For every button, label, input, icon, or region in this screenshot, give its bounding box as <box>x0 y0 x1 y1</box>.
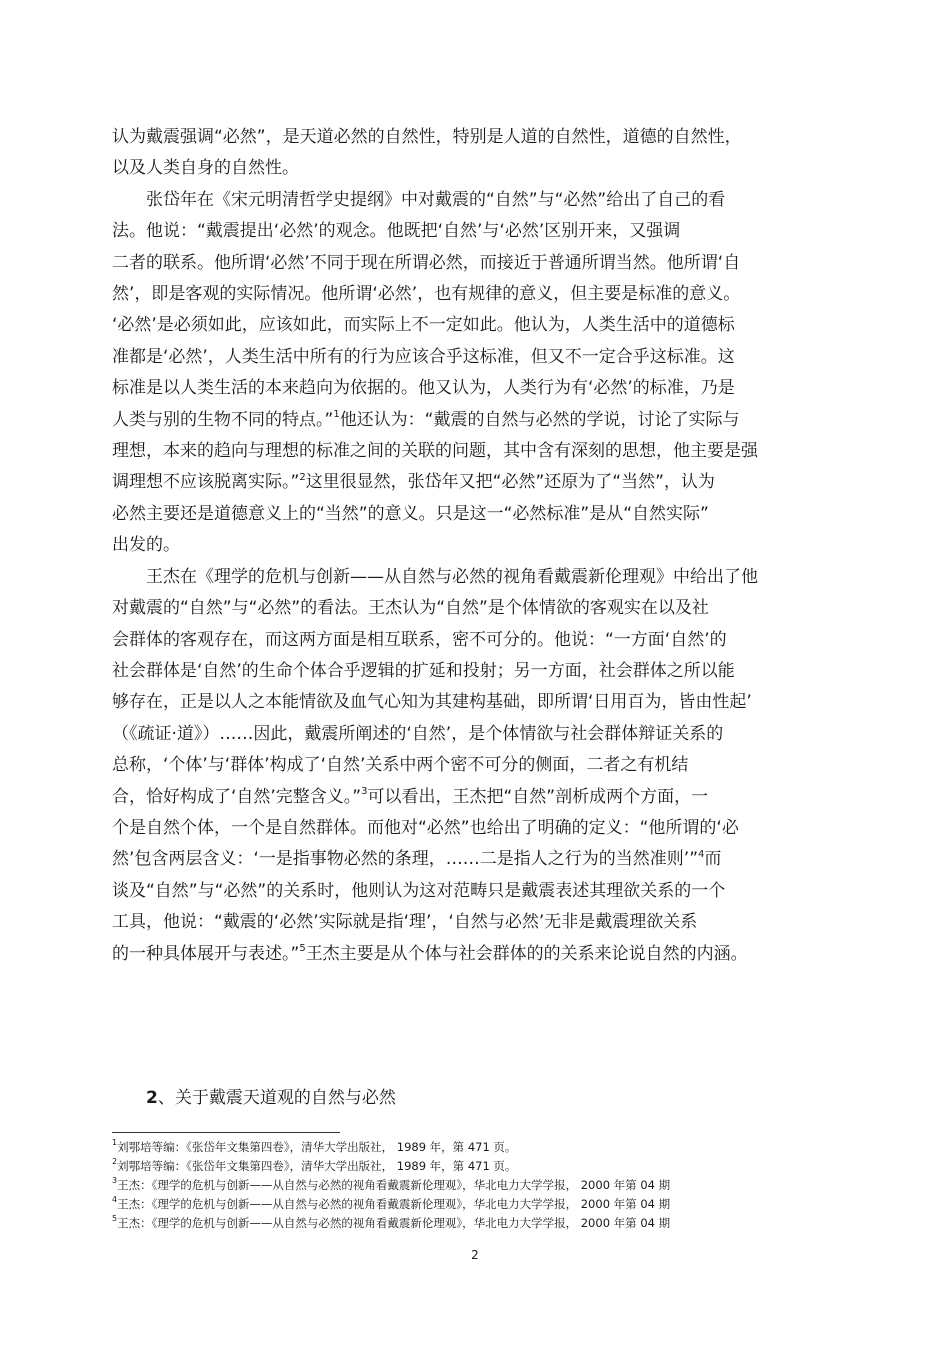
footnote-mark: 4 <box>112 1195 118 1205</box>
footnote-item <box>112 1214 832 1233</box>
paragraph <box>112 122 842 185</box>
footnote-item <box>112 1157 832 1176</box>
text-line: （《疏证·道》）……因此，戴震所阐述的‘自然’，是个体情欲与社会群体辩证关系的 <box>112 723 724 744</box>
text-line: 标准是以人类生活的本来趋向为依据的。他又认为，人类行为有‘必然’的标准，乃是 <box>112 378 735 399</box>
footnote-ref[interactable]: 4 <box>698 848 705 860</box>
text-line: 准都是‘必然’，人类生活中所有的行为应该合乎这标准，但又不一定合乎这标准。这 <box>112 346 735 367</box>
text-line: 张岱年在《宋元明清哲学史提纲》中对戴震的“自然”与“必然”给出了自己的看 <box>146 189 726 210</box>
text-line: 够存在，正是以人之本能情欲及血气心知为其建构基础，即所谓‘日用百为，皆由性起’ <box>112 692 752 713</box>
footnote-mark: 5 <box>112 1214 118 1224</box>
footnote-text: 王杰：《理学的危机与创新——从自然与必然的视角看戴震新伦理观》，华北电力大学学报， 2000 年第 04 期 <box>117 1197 671 1211</box>
body-text <box>112 122 842 970</box>
text-line: 以及人类自身的自然性。 <box>112 158 299 179</box>
text-line: 必然主要还是道德意义上的“当然”的意义。只是这一“必然标准”是从“自然实际” <box>112 503 709 524</box>
footnote-item <box>112 1138 832 1157</box>
footnote-mark: 3 <box>112 1176 118 1186</box>
text-line: 然’包含两层含义：‘一是指事物必然的条理，……二是指人之行为的当然准则’”$^4$而 <box>112 848 722 870</box>
text-line: 合，恰好构成了‘自然’完整含义。”$^3$可以看出，王杰把“自然”剖析成两个方面，一 <box>112 785 709 807</box>
text-line: 工具，他说：“戴震的‘必然’实际就是指‘理’，‘自然与必然’无非是戴震理欲关系 <box>112 912 698 933</box>
section-heading <box>146 1084 396 1112</box>
text-line: 理想，本来的趋向与理想的标准之间的关联的问题，其中含有深刻的思想，他主要是强 <box>112 441 758 462</box>
text-line: 个是自然个体，一个是自然群体。而他对“必然”也给出了明确的定义：“他所谓的‘必 <box>112 817 739 838</box>
footnote-ref[interactable]: 1 <box>333 409 340 420</box>
section-number: 2 <box>146 1088 158 1108</box>
paragraph <box>112 562 842 970</box>
footnote-text: 刘鄂培等编：《张岱年文集第四卷》，清华大学出版社， 1989 年，第 471 页。 <box>117 1140 517 1154</box>
footnote-mark: 2 <box>112 1157 118 1167</box>
paragraph <box>112 185 842 562</box>
footnote-text: 王杰：《理学的危机与创新——从自然与必然的视角看戴震新伦理观》，华北电力大学学报， 2000 年第 04 期 <box>117 1178 671 1192</box>
page-number: 2 <box>471 1248 479 1262</box>
footnote-ref[interactable]: 3 <box>361 785 368 797</box>
footnote-divider <box>112 1132 340 1133</box>
text-line: 然’，即是客观的实际情况。他所谓‘必然’，也有规律的意义，但主要是标准的意义。 <box>112 284 741 305</box>
text-line: 总称，‘个体’与‘群体’构成了‘自然’关系中两个密不可分的侧面，二者之有机结 <box>112 755 689 776</box>
footnote-mark: 1 <box>112 1138 118 1148</box>
footnote-ref[interactable]: 5 <box>299 942 306 954</box>
footnote-text: 王杰：《理学的危机与创新——从自然与必然的视角看戴震新伦理观》，华北电力大学学报， 2000 年第 04 期 <box>117 1216 671 1230</box>
footnote-ref[interactable]: 2 <box>299 471 306 483</box>
text-line: ‘必然’是必须如此，应该如此，而实际上不一定如此。他认为，人类生活中的道德标 <box>112 315 735 336</box>
text-line: 法。他说：“戴震提出‘必然’的观念。他既把‘自然’与‘必然’区别开来，又强调 <box>112 221 681 242</box>
text-line: 人类与别的生物不同的特点。”$^1$他还认为：“戴震的自然与必然的学说，讨论了实际与 <box>112 409 740 430</box>
text-line: 二者的联系。他所谓‘必然’不同于现在所谓必然，而接近于普通所谓当然。他所谓‘自 <box>112 252 741 273</box>
footnotes <box>112 1138 832 1233</box>
text-line: 的一种具体展开与表述。”$^5$王杰主要是从个体与社会群体的的关系来论说自然的内涵。 <box>112 942 748 964</box>
footnote-text: 刘鄂培等编：《张岱年文集第四卷》，清华大学出版社， 1989 年，第 471 页。 <box>117 1159 517 1173</box>
text-line: 会群体的客观存在，而这两方面是相互联系，密不可分的。他说：“一方面‘自然’的 <box>112 629 727 650</box>
text-line: 认为戴震强调“必然”，是天道必然的自然性，特别是人道的自然性，道德的自然性， <box>112 127 742 147</box>
footnote-item <box>112 1195 832 1214</box>
text-line: 王杰在《理学的危机与创新——从自然与必然的视角看戴震新伦理观》中给出了他 <box>146 566 758 587</box>
text-line: 社会群体是‘自然’的生命个体合乎逻辑的扩延和投射；另一方面，社会群体之所以能 <box>112 660 735 681</box>
text-line: 出发的。 <box>112 535 180 556</box>
footnote-item <box>112 1176 832 1195</box>
text-line: 对戴震的“自然”与“必然”的看法。王杰认为“自然”是个体情欲的客观实在以及社 <box>112 598 709 619</box>
text-line: 调理想不应该脱离实际。”$^2$这里很显然，张岱年又把“必然”还原为了“当然”，认为 <box>112 471 715 493</box>
text-line: 谈及“自然”与“必然”的关系时，他则认为这对范畴只是戴震表述其理欲关系的一个 <box>112 880 726 901</box>
section-title: 、关于戴震天道观的自然与必然 <box>157 1088 396 1108</box>
